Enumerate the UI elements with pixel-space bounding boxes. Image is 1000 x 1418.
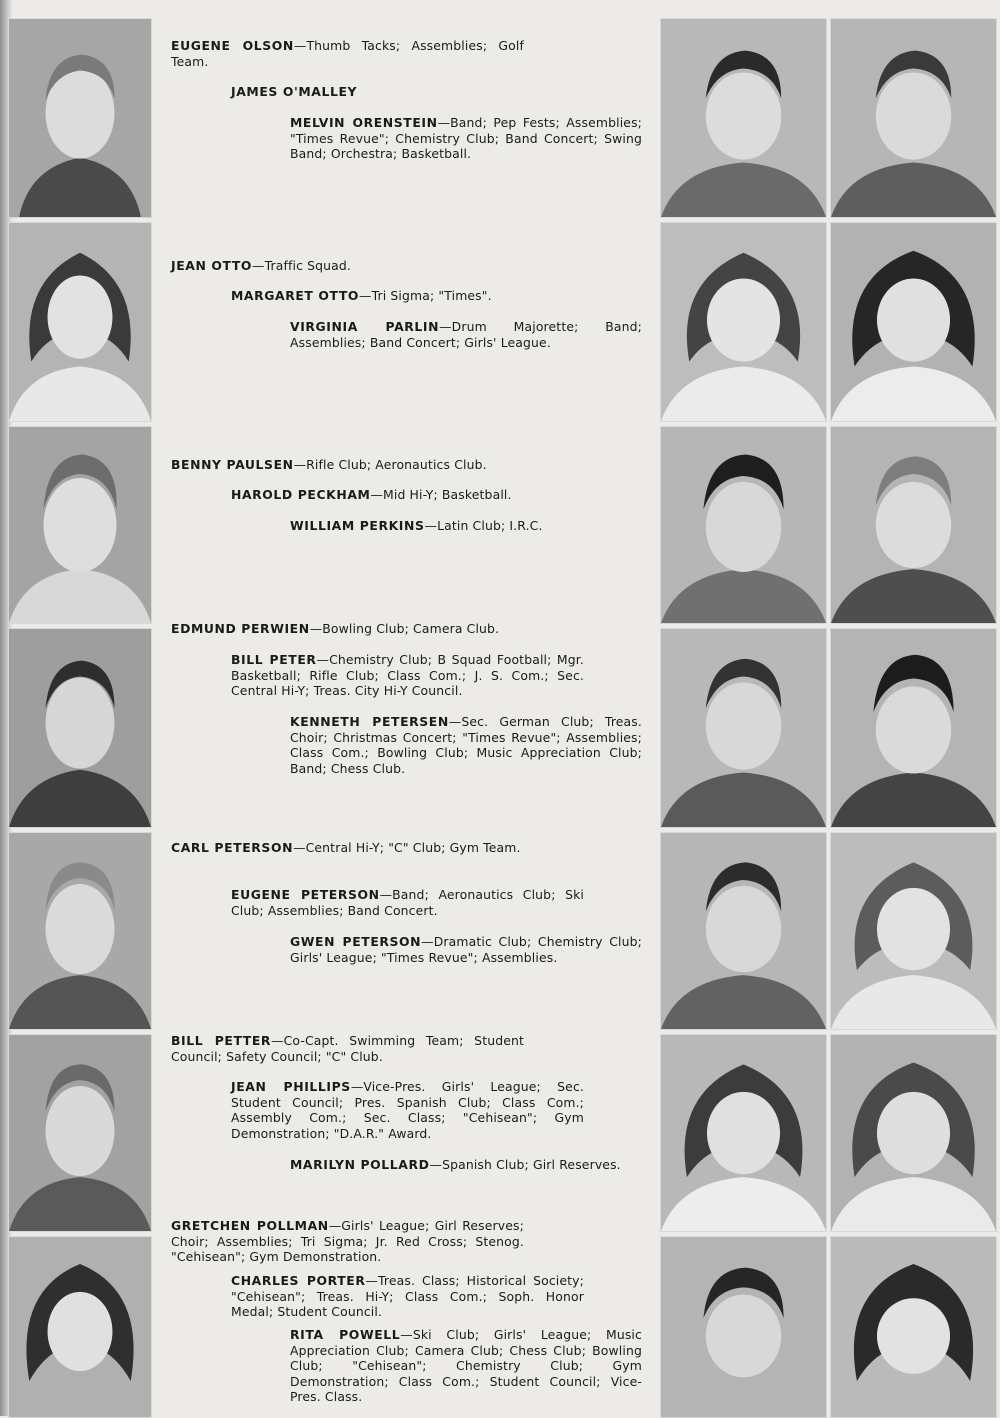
student-activities: Drum Majorette; Band; Assemblies; Band Concert; Girls' League. <box>290 319 642 350</box>
student-name: RITA POWELL <box>290 1327 401 1342</box>
portrait-margaret-otto <box>660 222 827 422</box>
student-activities: Traffic Squad. <box>264 258 351 273</box>
portrait-benny-paulsen <box>8 426 152 624</box>
portrait-edmund-perwien <box>8 628 152 828</box>
portrait-bill-petter <box>8 1034 152 1232</box>
student-activities: Rifle Club; Aeronautics Club. <box>306 457 487 472</box>
student-name: EUGENE OLSON <box>171 38 294 53</box>
student-activities: Dramatic Club; Chemistry Club; Girls' League; "Times Revue"; Assemblies. <box>290 934 642 965</box>
portrait-eugene-olson <box>8 18 152 218</box>
student-name: HAROLD PECKHAM <box>231 487 371 502</box>
student-name: JEAN OTTO <box>171 258 253 273</box>
entry-eugene-peterson: EUGENE PETERSON—Band; Aeronautics Club; Ski Club; Assemblies; Band Concert. <box>231 887 585 918</box>
student-activities: Vice-Pres. Girls' League; Sec. Student Council; Pres. Spanish Club; Class Com.; Assembly Com.; Sec. Class; "Cehisean"; Gym Demonstration; "D.A.R." Award. <box>231 1079 584 1141</box>
student-activities: Bowling Club; Camera Club. <box>322 621 500 636</box>
portrait-bill-peter <box>660 628 827 828</box>
student-name: EUGENE PETERSON <box>231 887 380 902</box>
portrait-rita-powell <box>830 1236 997 1418</box>
entry-bill-petter: BILL PETTER—Co-Capt. Swimming Team; Student Council; Safety Council; "C" Club. <box>171 1033 525 1064</box>
student-name: KENNETH PETERSEN <box>290 714 449 729</box>
student-activities: Sec. German Club; Treas. Choir; Christmas Concert; "Times Revue"; Assemblies; Class Com.; Bowling Club; Music Appreciation Club; Band; Chess Club. <box>290 714 642 776</box>
portrait-jean-otto <box>8 222 152 422</box>
portrait-kenneth-petersen <box>830 628 997 828</box>
student-name: BILL PETER <box>231 652 317 667</box>
entry-harold-peckham: HAROLD PECKHAM—Mid Hi-Y; Basketball. <box>231 487 512 502</box>
student-name: MARGARET OTTO <box>231 288 360 303</box>
student-activities: Central Hi-Y; "C" Club; Gym Team. <box>305 840 521 855</box>
entry-kenneth-petersen: KENNETH PETERSEN—Sec. German Club; Treas. Choir; Christmas Concert; "Times Revue"; Assemblies; Class Com.; Bowling Club; Music Appreciation Club; Band; Chess Club. <box>290 714 642 776</box>
student-name: CHARLES PORTER <box>231 1273 366 1288</box>
entry-virginia-parlin: VIRGINIA PARLIN—Drum Majorette; Band; Assemblies; Band Concert; Girls' League. <box>290 319 642 350</box>
student-activities: Girls' League; Girl Reserves; Choir; Assemblies; Tri Sigma; Jr. Red Cross; Stenog. "Cehisean"; Gym Demonstration. <box>171 1218 524 1265</box>
student-activities: Tri Sigma; "Times". <box>371 288 492 303</box>
student-activities: Thumb Tacks; Assemblies; Golf Team. <box>171 38 524 69</box>
entry-edmund-perwien: EDMUND PERWIEN—Bowling Club; Camera Club. <box>171 621 500 636</box>
entry-rita-powell: RITA POWELL—Ski Club; Girls' League; Music Appreciation Club; Camera Club; Chess Club; Bowling Club; "Cehisean"; Chemistry Club; Gym Demonstration; Class Com.; Student Council; Vice-Pres. Class. <box>290 1327 642 1405</box>
entry-william-perkins: WILLIAM PERKINS—Latin Club; I.R.C. <box>290 518 543 533</box>
student-name: GWEN PETERSON <box>290 934 422 949</box>
student-name: BENNY PAULSEN <box>171 457 294 472</box>
entry-jean-phillips: JEAN PHILLIPS—Vice-Pres. Girls' League; Sec. Student Council; Pres. Spanish Club; Class Com.; Assembly Com.; Sec. Class; "Cehisean"; Gym Demonstration; "D.A.R." Award. <box>231 1079 584 1141</box>
portrait-marilyn-pollard <box>830 1034 997 1232</box>
entry-james-omalley <box>231 84 584 100</box>
student-name: VIRGINIA PARLIN <box>290 319 440 334</box>
entry-margaret-otto: MARGARET OTTO—Tri Sigma; "Times". <box>231 288 492 303</box>
student-name: GRETCHEN POLLMAN <box>171 1218 329 1233</box>
portrait-harold-peckham <box>660 426 827 624</box>
student-activities: Band; Aeronautics Club; Ski Club; Assemblies; Band Concert. <box>231 887 585 918</box>
student-name: MELVIN ORENSTEIN <box>290 115 438 130</box>
entry-gretchen-pollman: GRETCHEN POLLMAN—Girls' League; Girl Reserves; Choir; Assemblies; Tri Sigma; Jr. Red Cross; Stenog. "Cehisean"; Gym Demonstration. <box>171 1218 524 1265</box>
student-activities: Band; Pep Fests; Assemblies; "Times Revue"; Chemistry Club; Band Concert; Swing Band; Orchestra; Basketball. <box>290 115 642 162</box>
student-activities: Mid Hi-Y; Basketball. <box>383 487 512 502</box>
portrait-virginia-parlin <box>830 222 997 422</box>
student-name: CARL PETERSON <box>171 840 294 855</box>
student-name: BILL PETTER <box>171 1033 272 1048</box>
portrait-james-omalley <box>660 18 827 218</box>
portrait-gwen-peterson <box>830 832 997 1030</box>
entry-jean-otto: JEAN OTTO—Traffic Squad. <box>171 258 351 273</box>
portrait-melvin-orenstein <box>830 18 997 218</box>
student-name: JEAN PHILLIPS <box>231 1079 351 1094</box>
portrait-gretchen-pollman <box>8 1236 152 1418</box>
student-name: EDMUND PERWIEN <box>171 621 310 636</box>
entry-marilyn-pollard: MARILYN POLLARD—Spanish Club; Girl Reserves. <box>290 1157 621 1172</box>
entry-gwen-peterson: GWEN PETERSON—Dramatic Club; Chemistry Club; Girls' League; "Times Revue"; Assemblies. <box>290 934 642 965</box>
portrait-charles-porter <box>660 1236 827 1418</box>
student-activities: Spanish Club; Girl Reserves. <box>442 1157 621 1172</box>
portrait-william-perkins <box>830 426 997 624</box>
student-activities: Latin Club; I.R.C. <box>437 518 543 533</box>
entry-carl-peterson: CARL PETERSON—Central Hi-Y; "C" Club; Gym Team. <box>171 840 521 855</box>
entry-benny-paulsen: BENNY PAULSEN—Rifle Club; Aeronautics Club. <box>171 457 487 472</box>
entry-melvin-orenstein: MELVIN ORENSTEIN—Band; Pep Fests; Assemblies; "Times Revue"; Chemistry Club; Band Concert; Swing Band; Orchestra; Basketball. <box>290 115 642 162</box>
student-activities: Treas. Class; Historical Society; "Cehisean"; Treas. Hi-Y; Class Com.; Soph. Honor Medal; Student Council. <box>231 1273 584 1320</box>
portrait-jean-phillips <box>660 1034 827 1232</box>
portrait-eugene-peterson <box>660 832 827 1030</box>
entry-eugene-olson: EUGENE OLSON—Thumb Tacks; Assemblies; Golf Team. <box>171 38 524 69</box>
student-name: WILLIAM PERKINS <box>290 518 425 533</box>
portrait-carl-peterson <box>8 832 152 1030</box>
entry-bill-peter: BILL PETER—Chemistry Club; B Squad Football; Mgr. Basketball; Rifle Club; Class Com.; J. S. Com.; Sec. Central Hi-Y; Treas. City Hi-Y Council. <box>231 652 584 699</box>
student-activities: Co-Capt. Swimming Team; Student Council; Safety Council; "C" Club. <box>171 1033 525 1064</box>
student-name: JAMES O'MALLEY <box>231 84 358 99</box>
student-activities: Chemistry Club; B Squad Football; Mgr. Basketball; Rifle Club; Class Com.; J. S. Com.; Sec. Central Hi-Y; Treas. City Hi-Y Council. <box>231 652 584 699</box>
student-name: MARILYN POLLARD <box>290 1157 430 1172</box>
student-activities: Ski Club; Girls' League; Music Appreciation Club; Camera Club; Chess Club; Bowling Club; "Cehisean"; Chemistry Club; Gym Demonstration; Class Com.; Student Council; Vice-Pres. Class. <box>290 1327 642 1405</box>
entry-charles-porter: CHARLES PORTER—Treas. Class; Historical Society; "Cehisean"; Treas. Hi-Y; Class Com.; Soph. Honor Medal; Student Council. <box>231 1273 584 1320</box>
